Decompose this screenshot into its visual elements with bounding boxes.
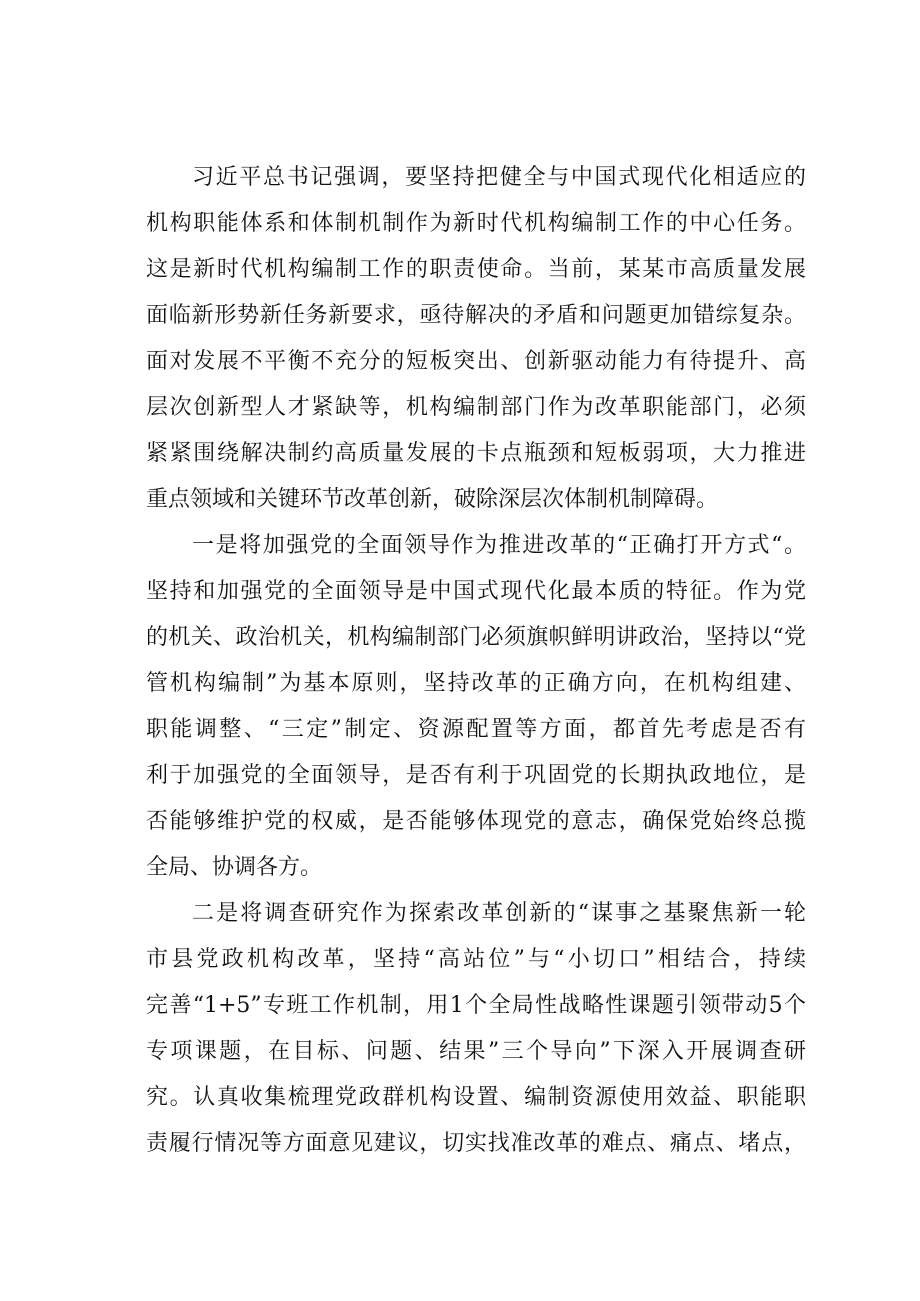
paragraph-1-line-6: 层次创新型人才紧缺等，机构编制部门作为改革职能部门，必须: [146, 395, 806, 420]
paragraph-3-line-6: 责履行情况等方面意见建议，切实找准改革的难点、痛点、堵点，: [146, 1131, 806, 1156]
paragraph-2-line-7: 否能够维护党的权威，是否能够体现党的意志，确保党始终总揽: [146, 809, 806, 834]
paragraph-2-line-4: 管机构编制”为基本原则，坚持改革的正确方向，在机构组建、: [146, 671, 806, 696]
paragraph-3-line-4: 专项课题，在目标、问题、结果”三个导向”下深入开展调查研: [146, 1039, 806, 1064]
document-body: [146, 155, 806, 1167]
paragraph-2-line-2: 坚持和加强党的全面领导是中国式现代化最本质的特征。作为党: [146, 579, 806, 604]
paragraph-2-line-1: 一是将加强党的全面领导作为推进改革的“正确打开方式“。: [192, 533, 806, 558]
paragraph-2-line-8: 全局、协调各方。: [146, 855, 323, 880]
paragraph-3-line-3: 完善“1+5”专班工作机制，用1个全局性战略性课题引领带动5个: [146, 993, 806, 1018]
paragraph-1-line-5: 面对发展不平衡不充分的短板突出、创新驱动能力有待提升、高: [146, 349, 806, 374]
paragraph-3-line-5: 究。认真收集梳理党政群机构设置、编制资源使用效益、职能职: [146, 1085, 806, 1110]
paragraph-1-line-8: 重点领域和关键环节改革创新，破除深层次体制机制障碍。: [146, 487, 719, 512]
paragraph-1-line-2: 机构职能体系和体制机制作为新时代机构编制工作的中心任务。: [146, 211, 806, 236]
paragraph-1-line-4: 面临新形势新任务新要求，亟待解决的矛盾和问题更加错综复杂。: [146, 303, 806, 328]
paragraph-2-line-5: 职能调整、“三定”制定、资源配置等方面，都首先考虑是否有: [146, 717, 806, 742]
paragraph-3-line-1: 二是将调查研究作为探索改革创新的“谋事之基聚焦新一轮: [192, 901, 806, 926]
paragraph-2-line-3: 的机关、政治机关，机构编制部门必须旗帜鲜明讲政治，坚持以“党: [146, 625, 806, 650]
paragraph-3-line-2: 市县党政机构改革，坚持“高站位”与“小切口”相结合，持续: [146, 947, 806, 972]
paragraph-2-line-6: 利于加强党的全面领导，是否有利于巩固党的长期执政地位，是: [146, 763, 806, 788]
paragraph-1-line-1: 习近平总书记强调，要坚持把健全与中国式现代化相适应的: [192, 165, 806, 190]
paragraph-1-line-7: 紧紧围绕解决制约高质量发展的卡点瓶颈和短板弱项，大力推进: [146, 441, 806, 466]
paragraph-1-line-3: 这是新时代机构编制工作的职责使命。当前，某某市高质量发展: [146, 257, 806, 282]
